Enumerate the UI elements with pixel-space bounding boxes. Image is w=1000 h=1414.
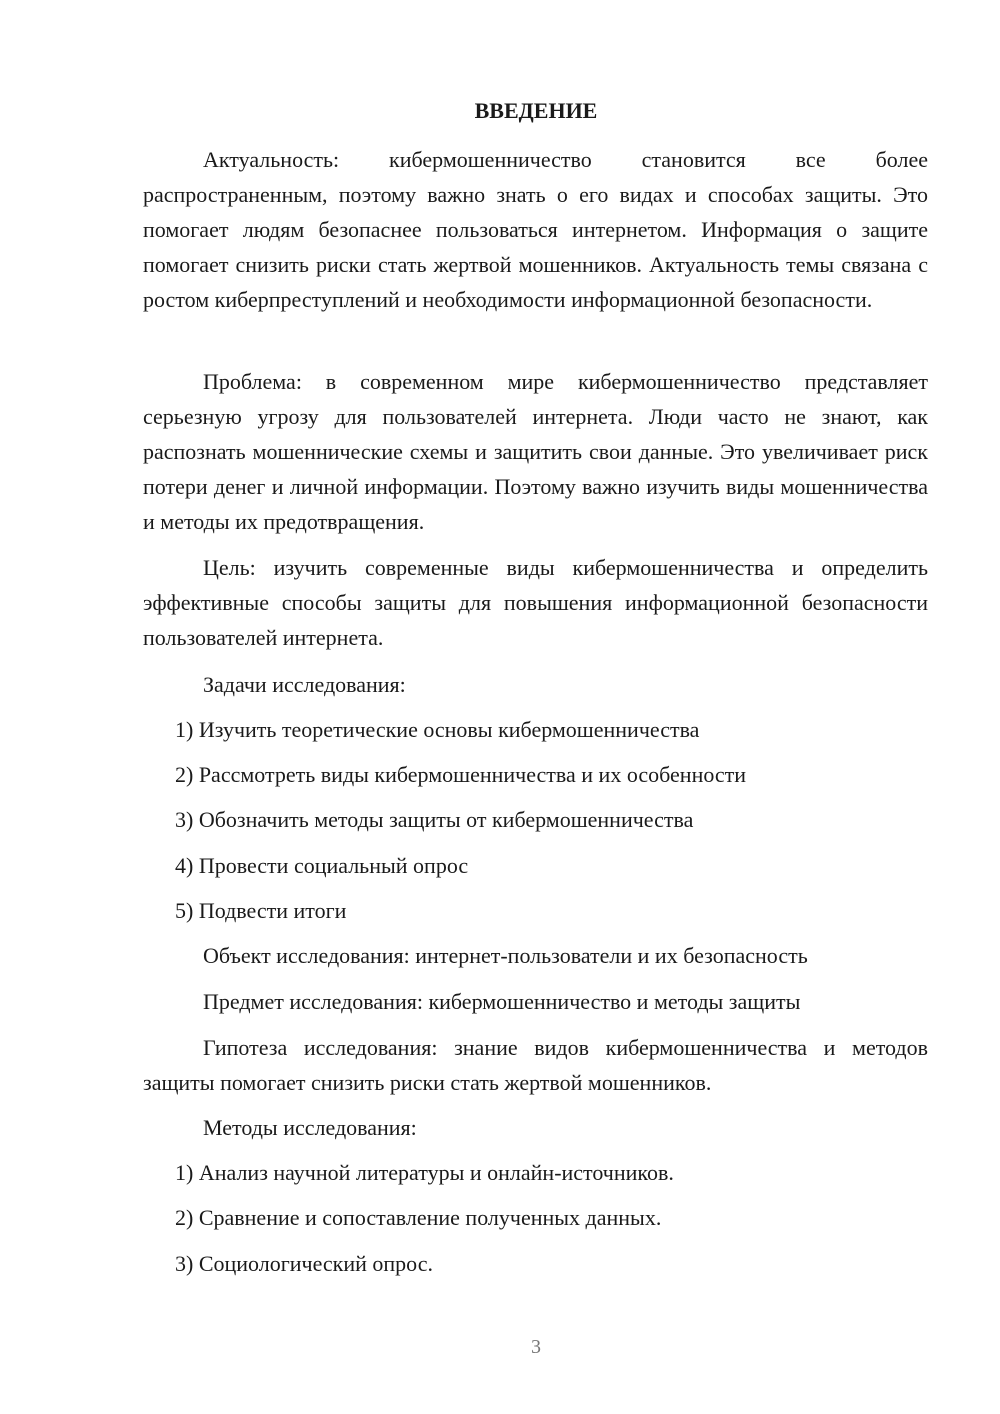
methods-heading-block bbox=[143, 1110, 928, 1145]
goal-block bbox=[143, 550, 928, 655]
methods-heading: Методы исследования: bbox=[203, 1115, 417, 1140]
problem-paragraph: Проблема: в современном мире кибермошенничество представляет серьезную угрозу для пользователей интернета. Люди часто не знают, как распознать мошеннические схемы и защитить свои данные. Это увеличивает риск потери денег и личной информации. Поэтому важно изучить виды мошенничества и методы их предотвращения. bbox=[143, 369, 928, 534]
method-item: 2) Сравнение и сопоставление полученных данных. bbox=[175, 1205, 662, 1230]
hypothesis-block bbox=[143, 1030, 928, 1100]
tasks-heading-block bbox=[143, 667, 928, 702]
task-item: 2) Рассмотреть виды кибермошенничества и их особенности bbox=[175, 762, 747, 787]
subject-line: Предмет исследования: кибермошенничество и методы защиты bbox=[203, 989, 801, 1014]
method-item-1-block bbox=[143, 1155, 928, 1190]
page-number: 3 bbox=[531, 1336, 541, 1358]
goal-paragraph: Цель: изучить современные виды кибермошенничества и определить эффективные способы защиты для повышения информационной безопасности пользователей интернета. bbox=[143, 555, 928, 650]
object-block bbox=[143, 938, 928, 973]
relevance-paragraph: Актуальность: кибермошенничество становится все более распространенным, поэтому важно знать о его видах и способах защиты. Это помогает людям безопаснее пользоваться интернетом. Информация о защите помогает снизить риски стать жертвой мошенников. Актуальность темы связана с ростом киберпреступлений и необходимости информационной безопасности. bbox=[143, 147, 928, 312]
task-item-4-block bbox=[143, 848, 928, 883]
task-item: 3) Обозначить методы защиты от кибермошенничества bbox=[175, 807, 694, 832]
task-item: 1) Изучить теоретические основы кибермошенничества bbox=[175, 717, 700, 742]
hypothesis-paragraph: Гипотеза исследования: знание видов кибермошенничества и методов защиты помогает снизить риски стать жертвой мошенников. bbox=[143, 1035, 928, 1095]
subject-block bbox=[143, 984, 928, 1019]
method-item-2-block bbox=[143, 1200, 928, 1235]
task-item-5-block bbox=[143, 893, 928, 928]
problem-block bbox=[143, 364, 928, 539]
task-item-2-block bbox=[143, 757, 928, 792]
task-item-3-block bbox=[143, 802, 928, 837]
section-title: ВВЕДЕНИЕ bbox=[474, 98, 598, 123]
task-item: 4) Провести социальный опрос bbox=[175, 853, 469, 878]
object-line: Объект исследования: интернет-пользователи и их безопасность bbox=[203, 943, 808, 968]
method-item: 1) Анализ научной литературы и онлайн-источников. bbox=[175, 1160, 674, 1185]
method-item-3-block bbox=[143, 1246, 928, 1281]
task-item: 5) Подвести итоги bbox=[175, 898, 347, 923]
relevance-block bbox=[143, 142, 928, 317]
task-item-1-block bbox=[143, 712, 928, 747]
method-item: 3) Социологический опрос. bbox=[175, 1251, 433, 1276]
tasks-heading: Задачи исследования: bbox=[203, 672, 406, 697]
